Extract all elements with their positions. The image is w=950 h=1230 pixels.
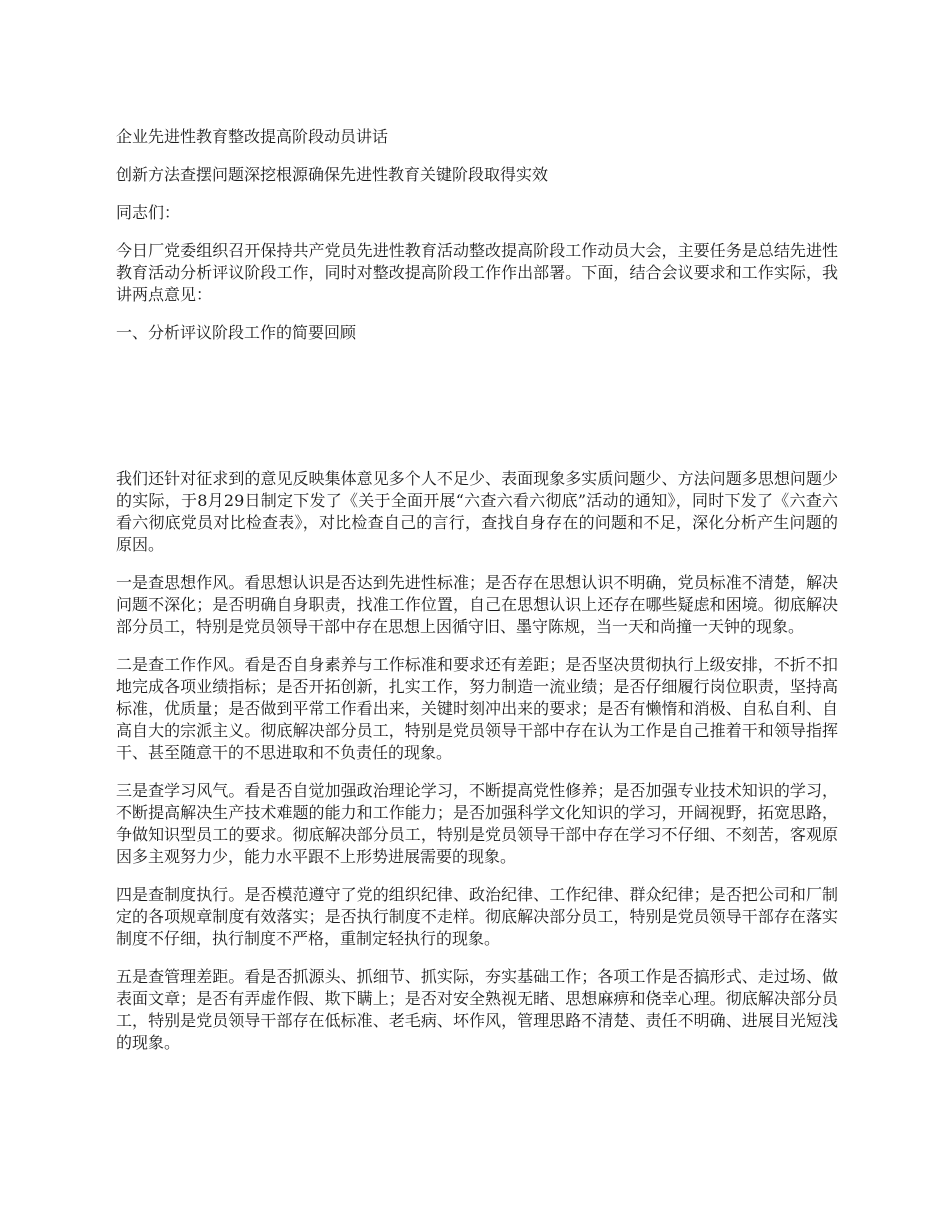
body-paragraph: 五是查管理差距。看是否抓源头、抓细节、抓实际，夯实基础工作；各项工作是否搞形式、走过场、做表面文章；是否有弄虚作假、欺下瞒上；是否对安全熟视无睹、思想麻痹和侥幸心理。彻底解决部分员工，特别是党员领导干部存在低标准、老毛病、坏作风，管理思路不清楚、责任不明确、进展目光短浅的现象。 (116, 967, 838, 1052)
body-paragraph: 我们还针对征求到的意见反映集体意见多个人不足少、表面现象多实质问题少、方法问题多思想问题少的实际，于8月29日制定下发了《关于全面开展“六查六看六彻底”活动的通知》，同时下发了《六查六看六彻底党员对比检查表》，对比检查自己的言行，查找自身存在的问题和不足，深化分析产生问题的原因。 (116, 469, 838, 554)
section-heading: 一、分析评议阶段工作的简要回顾 (116, 323, 357, 342)
salutation: 同志们： (116, 203, 181, 222)
document-subtitle: 创新方法查摆问题深挖根源确保先进性教育关键阶段取得实效 (116, 165, 549, 184)
intro-paragraph: 今日厂党委组织召开保持共产党员先进性教育活动整改提高阶段工作动员大会，主要任务是总结先进性教育活动分析评议阶段工作，同时对整改提高阶段工作作出部署。下面，结合会议要求和工作实际，我讲两点意见： (116, 241, 838, 304)
body-paragraph: 二是查工作作风。看是否自身素养与工作标准和要求还有差距；是否坚决贯彻执行上级安排，不折不扣地完成各项业绩指标；是否开拓创新，扎实工作，努力制造一流业绩；是否仔细履行岗位职责，坚持高标准，优质量；是否做到平常工作看出来，关键时刻冲出来的要求；是否有懒惰和消极、自私自利、自高自大的宗派主义。彻底解决部分员工，特别是党员领导干部中存在认为工作是自己推着干和领导指挥干、甚至随意干的不思进取和不负责任的现象。 (116, 655, 838, 762)
body-paragraph: 三是查学习风气。看是否自觉加强政治理论学习，不断提高党性修养；是否加强专业技术知识的学习，不断提高解决生产技术难题的能力和工作能力；是否加强科学文化知识的学习，开阔视野，拓宽思路，争做知识型员工的要求。彻底解决部分员工，特别是党员领导干部中存在学习不仔细、不刻苦，客观原因多主观努力少，能力水平跟不上形势进展需要的现象。 (116, 781, 838, 866)
blank-space (116, 360, 838, 468)
body-paragraph: 四是查制度执行。是否模范遵守了党的组织纪律、政治纪律、工作纪律、群众纪律；是否把公司和厂制定的各项规章制度有效落实；是否执行制度不走样。彻底解决部分员工，特别是党员领导干部存在落实制度不仔细，执行制度不严格，重制定轻执行的现象。 (116, 885, 838, 948)
document-title: 企业先进性教育整改提高阶段动员讲话 (116, 127, 389, 146)
document-body (116, 126, 838, 1070)
body-paragraph: 一是查思想作风。看思想认识是否达到先进性标准；是否存在思想认识不明确，党员标准不清楚，解决问题不深化；是否明确自身职责，找准工作位置，自己在思想认识上还存在哪些疑虑和困境。彻底解决部分员工，特别是党员领导干部中存在思想上因循守旧、墨守陈规，当一天和尚撞一天钟的现象。 (116, 573, 838, 636)
